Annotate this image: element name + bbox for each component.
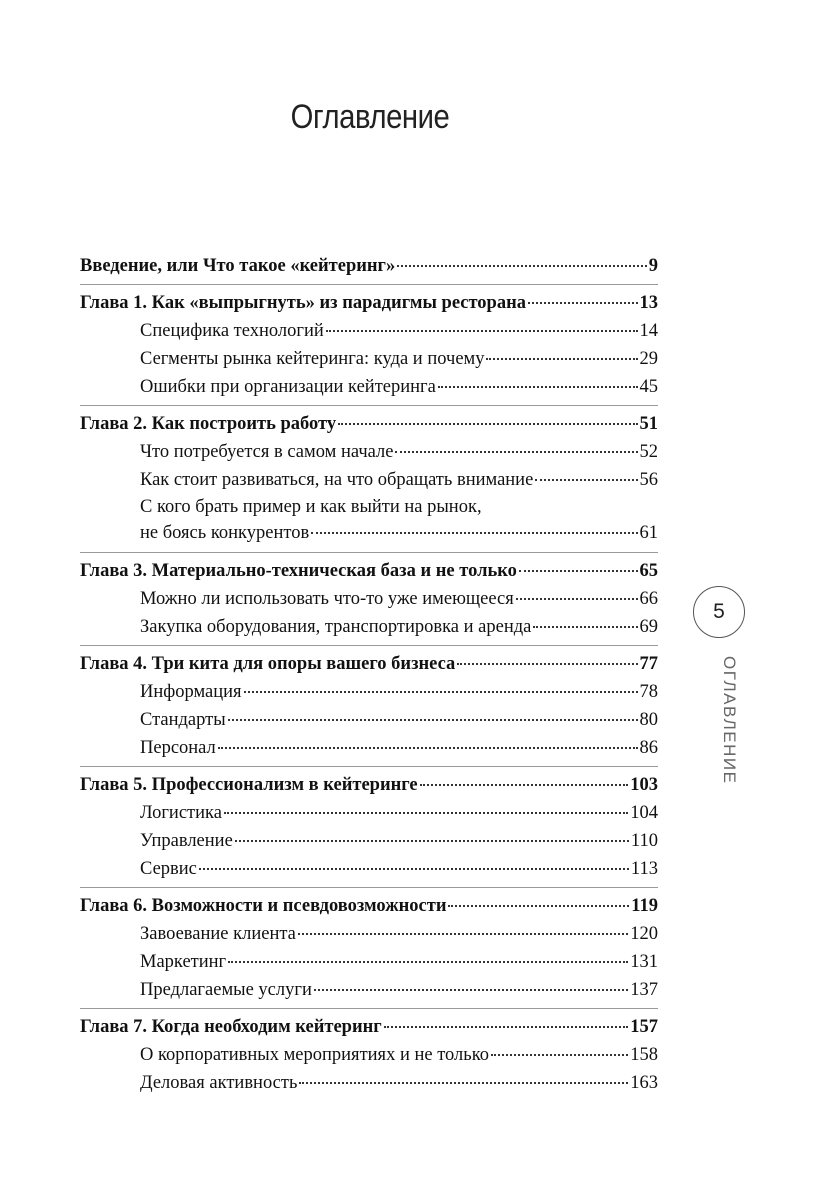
section-label: Предлагаемые услуги <box>140 980 312 1000</box>
chapter-page: 103 <box>630 775 658 795</box>
section-page: 137 <box>630 980 658 1000</box>
divider <box>80 645 658 646</box>
dot-leader <box>314 989 628 991</box>
toc-section[interactable] <box>80 466 658 494</box>
dot-leader <box>420 784 629 786</box>
section-page: 69 <box>639 617 658 637</box>
section-label: Деловая активность <box>140 1073 298 1093</box>
section-page: 110 <box>630 831 658 851</box>
toc-section[interactable] <box>80 345 658 373</box>
dot-leader <box>384 1026 629 1028</box>
toc-section[interactable] <box>80 706 658 734</box>
running-head: ОГЛАВЛЕНИЕ <box>720 656 739 785</box>
section-label: Специфика технологий <box>140 321 324 341</box>
section-page: 14 <box>639 321 658 341</box>
dot-leader <box>199 868 629 870</box>
dot-leader <box>338 423 637 425</box>
chapter-label: Глава 5. Профессионализм в кейтеринге <box>80 775 418 795</box>
chapter-page: 65 <box>639 561 658 581</box>
dot-leader <box>228 719 638 721</box>
section-label: Информация <box>140 682 242 702</box>
section-label: Персонал <box>140 738 216 758</box>
toc-section[interactable] <box>80 373 658 401</box>
section-label: Завоевание клиента <box>140 924 296 944</box>
section-label: Как стоит развиваться, на что обращать внимание <box>140 470 534 490</box>
section-label: Управление <box>140 831 233 851</box>
dot-leader <box>311 532 637 534</box>
toc-chapter-7[interactable] <box>80 1013 658 1041</box>
dot-leader <box>438 386 638 388</box>
section-page: 61 <box>639 523 658 543</box>
section-label: Логистика <box>140 803 222 823</box>
toc-chapter-2[interactable] <box>80 410 658 438</box>
chapter-label: Глава 4. Три кита для опоры вашего бизнеса <box>80 654 456 674</box>
section-page: 56 <box>639 470 658 490</box>
section-label: Сервис <box>140 859 197 879</box>
section-page: 78 <box>639 682 658 702</box>
section-label: Сегменты рынка кейтеринга: куда и почему <box>140 349 485 369</box>
chapter-page: 119 <box>631 896 658 916</box>
dot-leader <box>519 570 638 572</box>
section-page: 131 <box>630 952 658 972</box>
divider <box>80 1008 658 1009</box>
section-page: 52 <box>639 442 658 462</box>
dot-leader <box>218 747 638 749</box>
section-page: 45 <box>639 377 658 397</box>
toc-chapter-5[interactable] <box>80 771 658 799</box>
section-label: Маркетинг <box>140 952 227 972</box>
page-title: Оглавление <box>290 98 450 136</box>
section-page: 113 <box>630 859 658 879</box>
toc-section[interactable] <box>80 734 658 762</box>
toc-section[interactable] <box>80 976 658 1004</box>
dot-leader <box>528 302 637 304</box>
dot-leader <box>533 626 637 628</box>
toc-section-multiline[interactable] <box>80 494 658 548</box>
divider <box>80 552 658 553</box>
toc-section[interactable] <box>80 678 658 706</box>
chapter-page: 51 <box>639 414 658 434</box>
divider <box>80 284 658 285</box>
chapter-label: Глава 7. Когда необходим кейтеринг <box>80 1017 382 1037</box>
dot-leader <box>224 812 628 814</box>
section-page: 29 <box>639 349 658 369</box>
dot-leader <box>326 330 638 332</box>
dot-leader <box>395 451 637 453</box>
divider <box>80 887 658 888</box>
section-page: 80 <box>639 710 658 730</box>
dot-leader <box>244 691 638 693</box>
section-page: 66 <box>639 589 658 609</box>
section-label: О корпоративных мероприятиях и не только <box>140 1045 490 1065</box>
section-label-line2: не боясь конкурентов <box>140 523 310 543</box>
section-page: 104 <box>630 803 658 823</box>
section-page: 120 <box>630 924 658 944</box>
toc-chapter-4[interactable] <box>80 650 658 678</box>
section-label: Закупка оборудования, транспортировка и аренда <box>140 617 532 637</box>
section-page: 158 <box>630 1045 658 1065</box>
toc-section[interactable] <box>80 317 658 345</box>
section-label: Стандарты <box>140 710 226 730</box>
section-label: Что потребуется в самом начале <box>140 442 394 462</box>
dot-leader <box>228 961 628 963</box>
toc-section[interactable] <box>80 799 658 827</box>
dot-leader <box>516 598 638 600</box>
toc-section[interactable] <box>80 1041 658 1069</box>
dot-leader <box>491 1054 628 1056</box>
toc-intro[interactable] <box>80 252 658 280</box>
toc-chapter-3[interactable] <box>80 557 658 585</box>
chapter-page: 13 <box>639 293 658 313</box>
toc-chapter-6[interactable] <box>80 892 658 920</box>
dot-leader <box>235 840 629 842</box>
section-label: Можно ли использовать что-то уже имеющееся <box>140 589 514 609</box>
toc-section[interactable] <box>80 585 658 613</box>
chapter-label: Глава 2. Как построить работу <box>80 414 337 434</box>
toc-chapter-1[interactable] <box>80 289 658 317</box>
section-page: 86 <box>639 738 658 758</box>
chapter-label: Глава 6. Возможности и псевдовозможности <box>80 896 447 916</box>
chapter-label: Глава 3. Материально-техническая база и не только <box>80 561 517 581</box>
toc-section[interactable] <box>80 948 658 976</box>
toc-section[interactable] <box>80 920 658 948</box>
divider <box>80 405 658 406</box>
table-of-contents <box>80 252 658 1097</box>
chapter-page: 157 <box>630 1017 658 1037</box>
toc-section[interactable] <box>80 1069 658 1097</box>
toc-section[interactable] <box>80 827 658 855</box>
section-label: Ошибки при организации кейтеринга <box>140 377 436 397</box>
toc-section[interactable] <box>80 855 658 883</box>
section-label-line1: С кого брать пример и как выйти на рынок, <box>140 497 482 517</box>
dot-leader <box>298 933 628 935</box>
dot-leader <box>486 358 637 360</box>
dot-leader <box>397 265 647 267</box>
toc-intro-label: Введение, или Что такое «кейтеринг» <box>80 256 396 276</box>
toc-section[interactable] <box>80 613 658 641</box>
dot-leader <box>448 905 629 907</box>
divider <box>80 766 658 767</box>
dot-leader <box>299 1082 628 1084</box>
page-number: 5 <box>693 586 745 638</box>
dot-leader <box>457 663 637 665</box>
toc-intro-page: 9 <box>648 256 658 276</box>
chapter-page: 77 <box>639 654 658 674</box>
section-page: 163 <box>630 1073 658 1093</box>
toc-section[interactable] <box>80 438 658 466</box>
chapter-label: Глава 1. Как «выпрыгнуть» из парадигмы ресторана <box>80 293 527 313</box>
dot-leader <box>535 479 637 481</box>
